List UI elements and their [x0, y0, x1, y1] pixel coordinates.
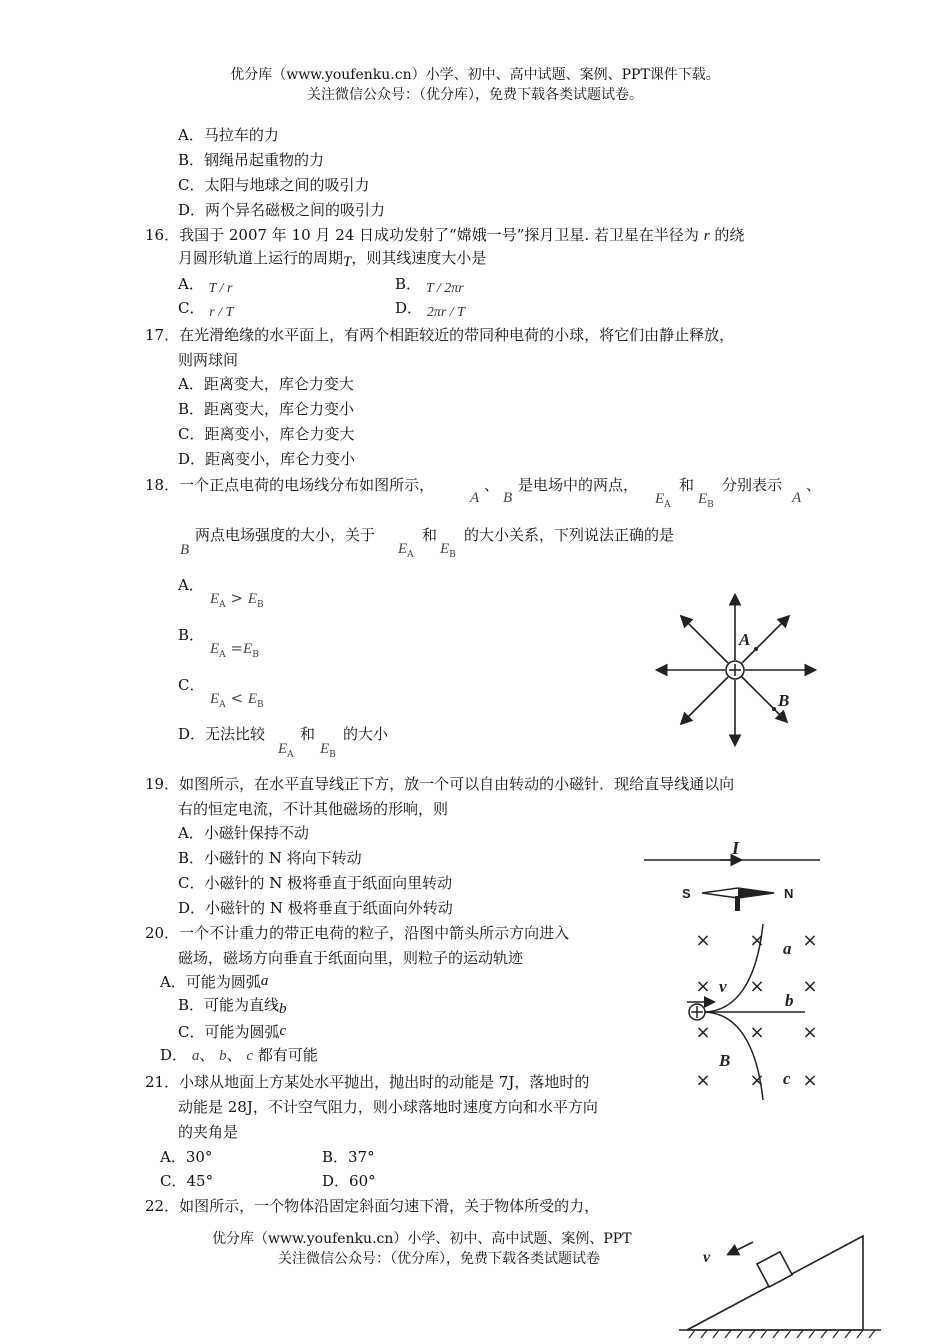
q18-b-e2: E [243, 641, 253, 657]
q18-option-a-label: A． [178, 576, 204, 594]
q16-c-label: C． [178, 299, 205, 317]
velocity-arrow [729, 1242, 753, 1254]
q15-option-c: C．太阳与地球之间的吸引力 [178, 176, 370, 194]
q16-text-2b: ，则其线速度大小是 [351, 249, 487, 267]
q19-wire-figure [640, 836, 825, 920]
q16-d-math: 2πr / T [426, 305, 465, 320]
q18-b-sub1: A [219, 650, 226, 660]
q19-option-a: A．小磁针保持不动 [178, 824, 309, 842]
q18-a-sub1: A [219, 600, 226, 610]
q18-c-sub2: B [256, 700, 264, 710]
q21-option-c: C．45° [160, 1172, 214, 1190]
field-line-up-left [682, 617, 728, 663]
field-x-12: × [802, 1070, 818, 1091]
q18-ea-1-e: E [655, 491, 665, 507]
footer-line-2: 关注微信公众号：（优分库），免费下载各类试题试卷 [278, 1251, 600, 1267]
needle-pivot [735, 896, 740, 911]
q16-b-math: T / 2πr [425, 281, 464, 296]
q18-b-sub2: B [252, 650, 259, 660]
q18-b-op: = [230, 639, 244, 657]
q20-d-label: D． [160, 1046, 188, 1064]
q18-d-ea [278, 738, 294, 761]
q19-option-c: C．小磁针的 N 极将垂直于纸面向里转动 [178, 874, 453, 892]
q18-eb-2 [440, 538, 456, 561]
header-line-1: 优分库（www.youfenku.cn）小学、初中、高中试题、案例、PPT课件下载。 [230, 67, 720, 83]
q18-b-e1: E [210, 641, 220, 657]
q15-option-d: D．两个异名磁极之间的吸引力 [178, 201, 386, 219]
q18-a-sub2: B [256, 600, 264, 610]
q18-option-d-post: 的大小 [343, 725, 389, 743]
q18-ea-1 [655, 488, 671, 511]
q20-option-d [160, 1045, 318, 1066]
q18-sep-2: 、 [806, 476, 822, 494]
q20-d-var-b: b [219, 1048, 227, 1064]
q18-option-b-math [210, 638, 259, 661]
needle-s-label: S [682, 886, 691, 901]
q22-incline-figure [665, 1218, 890, 1342]
needle-n-label: N [784, 886, 794, 901]
q18-text-1b: 是电场中的两点， [518, 476, 639, 494]
q18-sep-1: 、 [484, 476, 500, 494]
q18-field-figure [650, 590, 820, 750]
q18-stem-line-1 [145, 475, 434, 495]
q21-option-d: D．60° [322, 1172, 376, 1190]
q16-option-a [178, 274, 233, 296]
q18-a-e2: E [247, 591, 257, 607]
field-x-5: × [749, 976, 765, 997]
q19-option-d: D．小磁针的 N 极将垂直于纸面向外转动 [178, 899, 453, 917]
field-x-1: × [695, 930, 711, 951]
q18-ea-2-sub: A [407, 550, 414, 560]
fig-v-label: v [703, 1249, 711, 1266]
q20-d-sep-1: 、 [199, 1046, 215, 1064]
q21-option-a: A．30° [160, 1148, 213, 1166]
fig-v-label: v [719, 977, 727, 996]
q16-stem-line-1 [145, 225, 744, 246]
q18-and-2: 和 [422, 526, 438, 544]
footer-line-1: 优分库（www.youfenku.cn）小学、初中、高中试题、案例、PPT [212, 1231, 632, 1247]
q18-d-e2: E [320, 741, 330, 757]
q16-a-math: T / r [208, 281, 233, 296]
header-line-2: 关注微信公众号：（优分库），免费下载各类试题试卷。 [307, 87, 643, 103]
q16-option-d [395, 298, 465, 320]
q19-stem-line-1: 19．如图所示，在水平直导线正下方，放一个可以自由转动的小磁针．现给直导线通以向 [145, 775, 735, 793]
q16-var-r: r [703, 228, 710, 244]
q19-option-b: B．小磁针的 N 将向下转动 [178, 849, 362, 867]
q17-stem-line-1: 17．在光滑绝缘的水平面上，有两个相距较近的带同种电荷的小球，将它们由静止释放， [145, 326, 735, 344]
q20-b-text: B．可能为直线 [178, 996, 280, 1014]
fig-field-b-label: B [719, 1051, 731, 1070]
q20-magnetic-field-figure [675, 920, 825, 1105]
q18-d-sub2: B [329, 750, 336, 760]
q18-ea-2-e: E [398, 541, 408, 557]
q16-d-label: D． [395, 299, 423, 317]
q17-option-b: B．距离变大，库仑力变小 [178, 400, 355, 418]
q18-ea-1-sub: A [664, 500, 671, 510]
point-a [754, 647, 758, 651]
field-x-6: × [802, 976, 818, 997]
fig-c-label: c [783, 1069, 791, 1088]
q16-a-label: A． [178, 275, 204, 293]
q17-stem-line-2: 则两球间 [178, 351, 239, 369]
q17-option-c: C．距离变小，库仑力变大 [178, 425, 355, 443]
q16-b-label: B． [395, 275, 422, 293]
q18-eb-1-e: E [698, 491, 708, 507]
q18-c-op: < [230, 689, 244, 707]
q15-option-a: A．马拉车的力 [178, 126, 279, 144]
q18-eb-2-sub: B [449, 550, 456, 560]
q16-text-1b: 的绕 [714, 226, 745, 244]
q18-c-sub1: A [219, 700, 226, 710]
q20-c-text: C．可能为圆弧 [178, 1023, 280, 1041]
q16-stem-line-2 [178, 248, 486, 269]
q18-a-op: > [230, 589, 244, 607]
q16-text-1a: 16．我国于 2007 年 10 月 24 日成功发射了“嫦娥一号”探月卫星. 若卫星在半径为 [145, 226, 699, 244]
q16-option-b [395, 274, 464, 296]
point-b [772, 707, 776, 711]
q20-stem-line-1: 20．一个不计重力的带正电荷的粒子，沿图中箭头所示方向进入 [145, 924, 570, 942]
fig-label-a: A [739, 630, 751, 649]
q18-and-1: 和 [679, 476, 695, 494]
q20-a-var: a [260, 973, 269, 989]
q16-text-2a: 月圆形轨道上运行的周期 [178, 249, 344, 267]
field-x-9: × [802, 1022, 818, 1043]
field-x-7: × [695, 1022, 711, 1043]
field-x-10: × [695, 1070, 711, 1091]
q18-option-c-math [210, 688, 264, 711]
q18-option-d-pre: D．无法比较 [178, 725, 266, 743]
q18-text-2b: 的大小关系，下列说法正确的是 [464, 526, 675, 544]
q18-option-b-label: B． [178, 626, 205, 644]
q20-d-var-a: a [191, 1048, 200, 1064]
q18-eb-1 [698, 488, 714, 511]
q18-var-a: A [470, 490, 480, 506]
q18-text-1a: 18．一个正点电荷的电场线分布如图所示， [145, 476, 435, 494]
q18-d-e1: E [278, 741, 288, 757]
q18-text-1c: 分别表示 [722, 476, 783, 494]
q20-d-sep-2: 、 [226, 1046, 242, 1064]
q15-option-b: B．钢绳吊起重物的力 [178, 151, 325, 169]
q21-stem-line-1: 21．小球从地面上方某处水平抛出，抛出时的动能是 7J，落地时的 [145, 1073, 590, 1091]
field-x-4: × [695, 976, 711, 997]
q18-var-a-2: A [792, 490, 802, 506]
q18-option-c-label: C． [178, 676, 205, 694]
q18-d-eb [320, 738, 336, 761]
q20-c-var: c [279, 1023, 287, 1039]
q18-eb-2-e: E [440, 541, 450, 557]
q18-c-e2: E [247, 691, 257, 707]
field-line-down-left [682, 677, 728, 723]
q16-var-t: T [343, 254, 352, 270]
q18-d-sub1: A [287, 750, 294, 760]
q18-var-b-2: B [180, 542, 190, 558]
q16-c-math: r / T [209, 305, 234, 320]
q18-d-and: 和 [300, 725, 316, 743]
q21-stem-line-3: 的夹角是 [178, 1123, 239, 1141]
q20-a-text: A．可能为圆弧 [160, 973, 261, 991]
q17-option-d: D．距离变小，库仑力变小 [178, 450, 356, 468]
q20-stem-line-2: 磁场，磁场方向垂直于纸面向里，则粒子的运动轨迹 [178, 949, 524, 967]
q18-ea-2 [398, 538, 414, 561]
q20-d-text: 都有可能 [257, 1046, 318, 1064]
q18-text-2a: 两点电场强度的大小，关于 [195, 526, 376, 544]
field-x-11: × [749, 1070, 765, 1091]
q21-stem-line-2: 动能是 28J，不计空气阻力，则小球落地时速度方向和水平方向 [178, 1098, 598, 1116]
q18-eb-1-sub: B [707, 500, 714, 510]
q20-option-c [178, 1022, 286, 1043]
fig-label-b: B [778, 691, 790, 710]
q22-stem-line-1: 22．如图所示，一个物体沿固定斜面匀速下滑，关于物体所受的力， [145, 1197, 600, 1215]
current-label: I [732, 838, 740, 858]
q21-option-b: B．37° [322, 1148, 375, 1166]
field-x-3: × [802, 930, 818, 951]
q18-var-b: B [503, 490, 513, 506]
q18-c-e1: E [210, 691, 220, 707]
q18-option-a-math [210, 588, 264, 611]
q20-d-var-c: c [246, 1048, 254, 1064]
sliding-block [757, 1252, 792, 1287]
q18-a-e1: E [210, 591, 220, 607]
q20-b-var: b [279, 1001, 287, 1017]
field-x-8: × [749, 1022, 765, 1043]
q19-stem-line-2: 右的恒定电流，不计其他磁场的形响，则 [178, 800, 449, 818]
q17-option-a: A．距离变大，库仑力变大 [178, 375, 354, 393]
field-x-2: × [749, 930, 765, 951]
fig-a-label: a [783, 939, 792, 958]
q16-option-c [178, 298, 233, 320]
fig-b-label: b [785, 991, 794, 1010]
q20-option-a [160, 972, 268, 993]
q20-option-b [178, 995, 287, 1016]
